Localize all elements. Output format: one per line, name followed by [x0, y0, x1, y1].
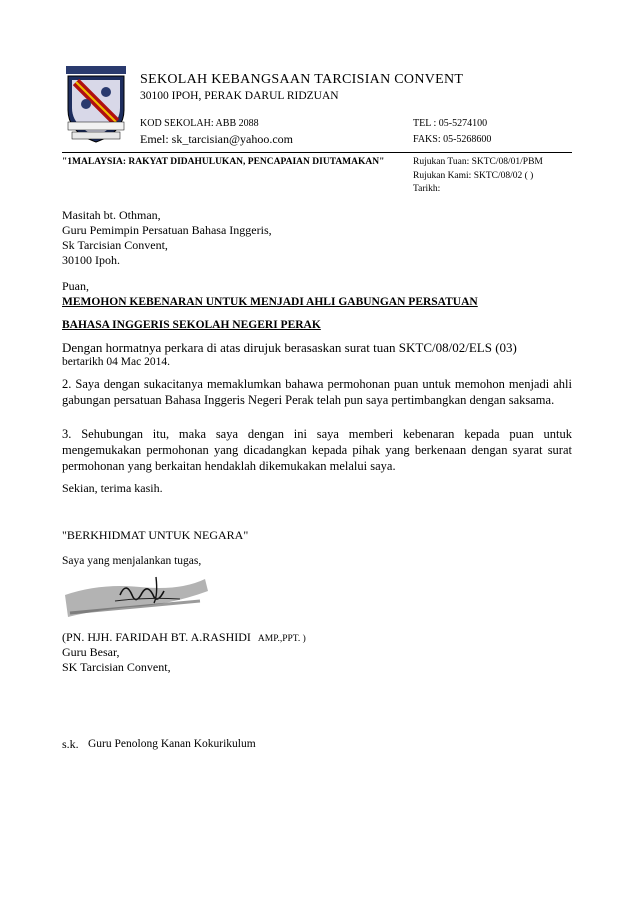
- signatory-title: Guru Besar,: [62, 645, 120, 659]
- closing-remark: Sekian, terima kasih.: [62, 481, 163, 495]
- recipient-school: Sk Tarcisian Convent,: [62, 238, 168, 252]
- subject-line-1: MEMOHON KEBENARAN UNTUK MENJADI AHLI GABUNGAN PERSATUAN: [62, 296, 478, 308]
- paragraph-1-line-1: Dengan hormatnya perkara di atas dirujuk berasaskan surat tuan SKTC/08/02/ELS (03): [62, 340, 517, 355]
- cc-recipient: Guru Penolong Kanan Kokurikulum: [88, 738, 256, 750]
- school-telephone: TEL : 05-5274100: [413, 118, 488, 129]
- paragraph-3: 3. Sehubungan itu, maka saya dengan ini saya memberi kebenaran kepada puan untuk mengemukakan permohonan yang dicadangkan kepada pihak yang berkenaan dengan syarat surat permohonan yang berkaitan hendaklah dikemukakan melalui saya.: [62, 427, 572, 473]
- recipient-position: Guru Pemimpin Persatuan Bahasa Inggeris,: [62, 223, 272, 237]
- signatory-honours: AMP.,PPT. ): [257, 634, 306, 644]
- slogan: "BERKHIDMAT UNTUK NEGARA": [62, 528, 249, 542]
- signature-image: [60, 565, 210, 629]
- cc-label: s.k.: [62, 737, 79, 751]
- school-name: SEKOLAH KEBANGSAAN TARCISIAN CONVENT: [140, 72, 464, 87]
- school-code: KOD SEKOLAH: ABB 2088: [140, 118, 259, 129]
- rujukan-kami: Rujukan Kami: SKTC/08/02 ( ): [413, 171, 534, 181]
- recipient-city: 30100 Ipoh.: [62, 253, 120, 267]
- paragraph-2: 2. Saya dengan sukacitanya memaklumkan bahawa permohonan puan untuk memohon menjadi ahli gabungan persatuan Bahasa Inggeris Negeri Perak telah pun saya pertimbangkan dengan saksama.: [62, 377, 572, 407]
- motto: "1MALAYSIA: RAKYAT DIDAHULUKAN, PENCAPAIAN DIUTAMAKAN": [62, 157, 385, 167]
- rujukan-tuan: Rujukan Tuan: SKTC/08/01/PBM: [413, 157, 543, 167]
- signatory-name: [62, 630, 306, 645]
- subject-line-2: BAHASA INGGERIS SEKOLAH NEGERI PERAK: [62, 319, 321, 331]
- letterhead-divider: [62, 152, 572, 153]
- signatory-name-text: (PN. HJH. FARIDAH BT. A.RASHIDI: [62, 630, 251, 644]
- school-address: 30100 IPOH, PERAK DARUL RIDZUAN: [140, 90, 339, 102]
- signatory-school: SK Tarcisian Convent,: [62, 660, 171, 674]
- paragraph-1-line-2: bertarikh 04 Mac 2014.: [62, 356, 170, 368]
- yang-menjalankan-tugas: Saya yang menjalankan tugas,: [62, 555, 202, 567]
- school-email: Emel: sk_tarcisian@yahoo.com: [140, 132, 294, 146]
- school-fax: FAKS: 05-5268600: [413, 134, 492, 145]
- school-crest-logo: [62, 64, 130, 144]
- recipient-name: Masitah bt. Othman,: [62, 208, 161, 222]
- salutation: Puan,: [62, 279, 89, 293]
- tarikh-label: Tarikh:: [413, 184, 441, 194]
